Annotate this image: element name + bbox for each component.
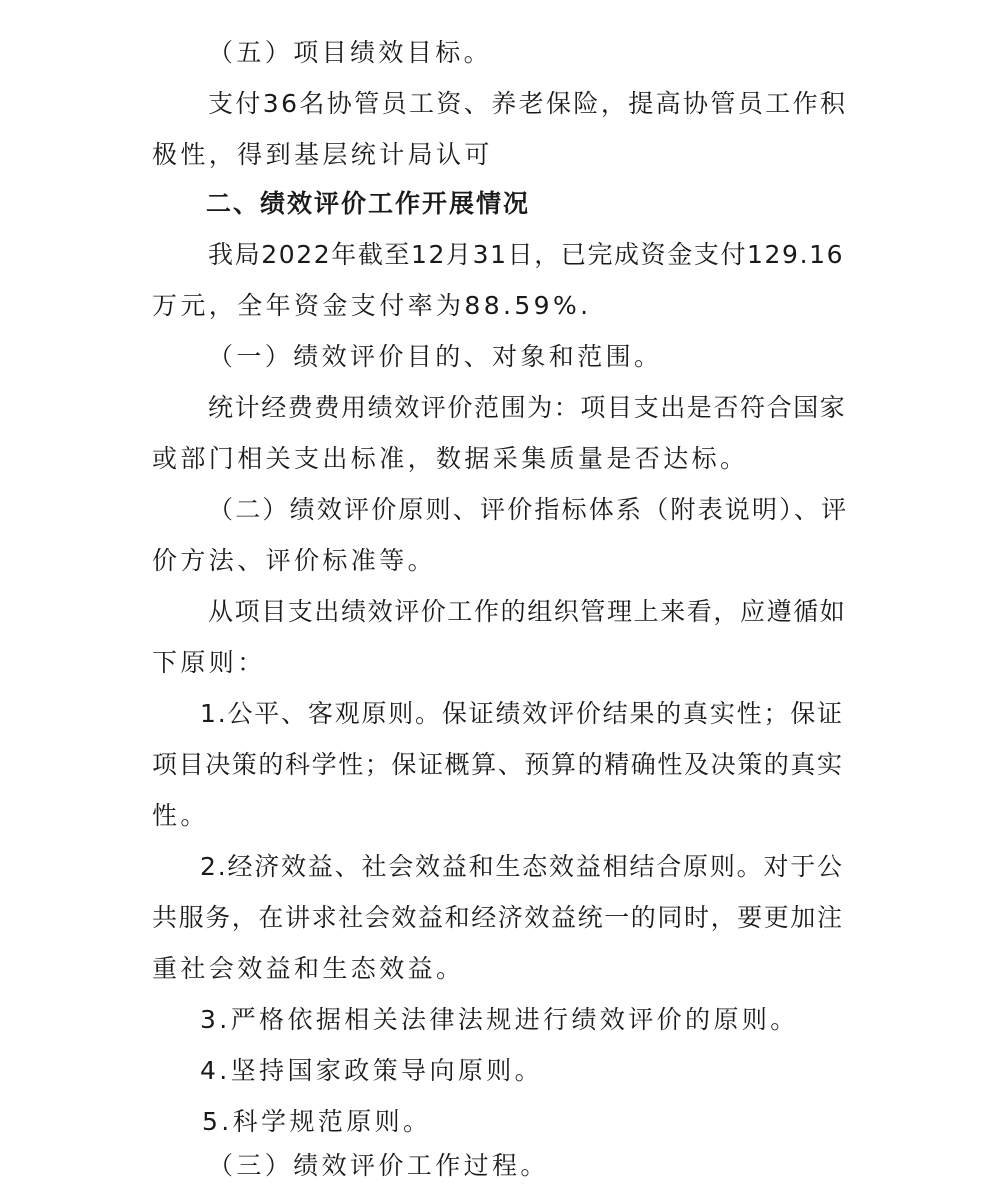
paragraph-line: 共服务，在讲求社会效益和经济效益统一的同时，要更加注	[152, 903, 844, 932]
paragraph-line: 我局2022年截至12月31日，已完成资金支付129.16	[208, 240, 845, 269]
paragraph-line: 从项目支出绩效评价工作的组织管理上来看，应遵循如	[208, 597, 847, 626]
paragraph-line: 下原则：	[152, 648, 266, 677]
paragraph-line: 价方法、评价标准等。	[152, 546, 437, 575]
section-heading-purpose: （一）绩效评价目的、对象和范围。	[208, 342, 663, 371]
paragraph-line: 或部门相关支出标准，数据采集质量是否达标。	[152, 444, 749, 473]
paragraph-line: 极性，得到基层统计局认可	[152, 140, 493, 169]
section-heading-performance-goals: （五）项目绩效目标。	[208, 38, 493, 67]
main-heading-evaluation-work: 二、绩效评价工作开展情况	[206, 189, 531, 218]
list-item-2: 2.经济效益、社会效益和生态效益相结合原则。对于公	[200, 852, 844, 881]
list-item-5: 5.科学规范原则。	[202, 1107, 432, 1136]
section-heading-principles: （二）绩效评价原则、评价指标体系（附表说明）、评	[208, 495, 849, 524]
paragraph-line: 项目决策的科学性；保证概算、预算的精确性及决策的真实	[152, 750, 844, 779]
list-item-3: 3.严格依据相关法律法规进行绩效评价的原则。	[200, 1005, 799, 1034]
paragraph-line: 万元，全年资金支付率为88.59%.	[152, 291, 592, 320]
paragraph-line: 性。	[152, 801, 209, 830]
list-item-1: 1.公平、客观原则。保证绩效评价结果的真实性；保证	[200, 699, 844, 728]
paragraph-line: 重社会效益和生态效益。	[152, 954, 465, 983]
section-heading-process: （三）绩效评价工作过程。	[208, 1151, 549, 1180]
paragraph-line: 统计经费费用绩效评价范围为：项目支出是否符合国家	[208, 393, 847, 422]
list-item-4: 4.坚持国家政策导向原则。	[200, 1056, 544, 1085]
paragraph-line: 支付36名协管员工资、养老保险，提高协管员工作积	[208, 89, 848, 118]
